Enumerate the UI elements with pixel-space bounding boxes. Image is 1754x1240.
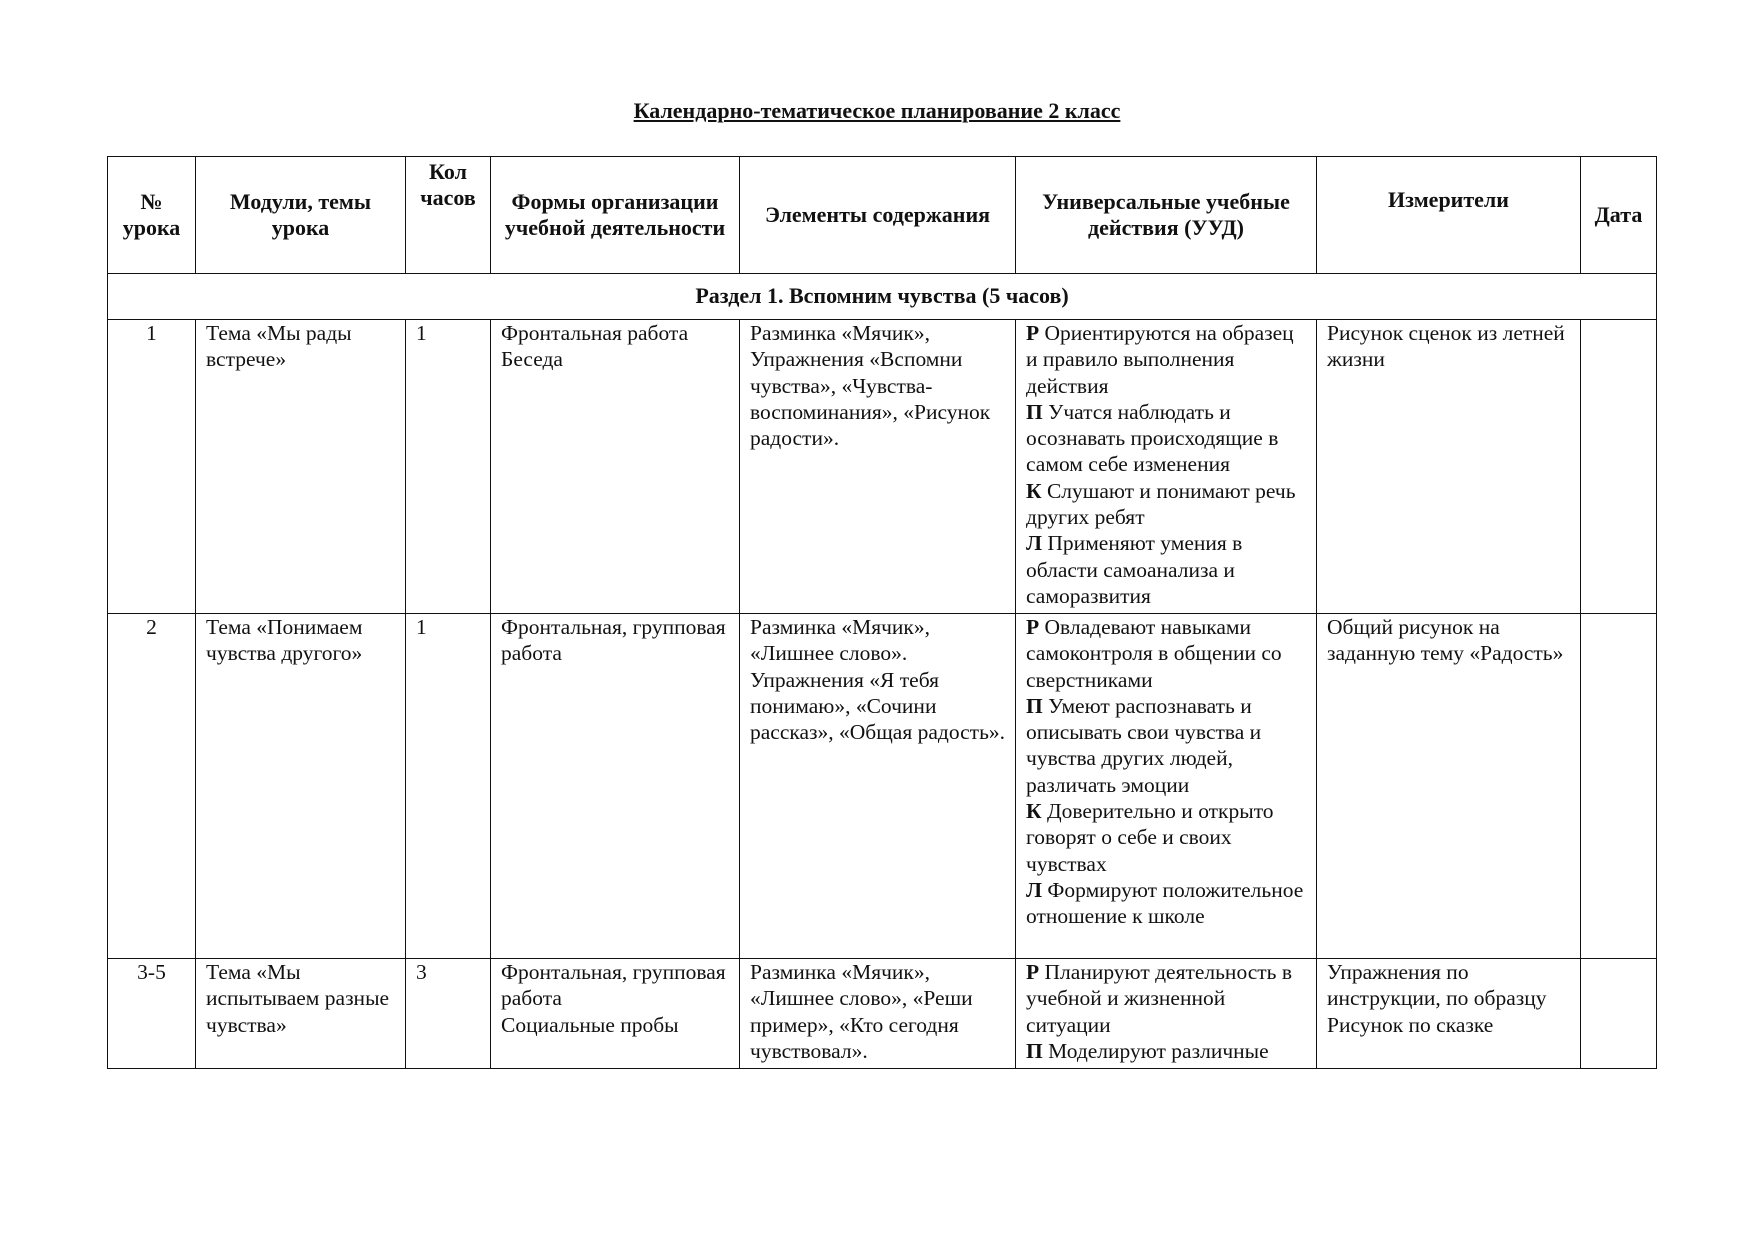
uud-item [1026, 798, 1306, 877]
lesson-number-cell [108, 959, 196, 1069]
uud-category: К [1026, 478, 1042, 503]
lesson-topic: Тема «Мы испытываем разные чувства» [206, 960, 390, 1037]
activity-form: Фронтальная, групповая работа [501, 960, 726, 1011]
uud-category: Л [1026, 877, 1043, 902]
uud-item [1026, 877, 1306, 930]
header-cell: № урока [108, 157, 196, 274]
hours-cell [406, 959, 491, 1069]
uud-text: Слушают и понимают речь других ребят [1026, 478, 1296, 530]
measures-cell [1317, 614, 1581, 959]
planning-table [107, 156, 1657, 1069]
topic-cell [196, 614, 406, 959]
measure: Упражнения по инструкции, по образцу [1327, 960, 1547, 1011]
measure: Общий рисунок на заданную тему «Радость» [1327, 615, 1564, 666]
forms-cell [491, 614, 740, 959]
measures-cell [1317, 959, 1581, 1069]
uud-category: Р [1026, 615, 1040, 639]
table-row [108, 320, 1657, 614]
uud-cell [1016, 614, 1317, 959]
table-row [108, 959, 1657, 1069]
content-cell [740, 959, 1016, 1069]
uud-item [1026, 614, 1306, 693]
uud-cell [1016, 959, 1317, 1069]
activity-form: Беседа [501, 347, 563, 372]
measures-cell [1317, 320, 1581, 614]
content-cell [740, 614, 1016, 959]
hours-cell [406, 614, 491, 959]
lesson-number: 3-5 [137, 960, 166, 984]
uud-category: К [1026, 799, 1042, 824]
header-cell: Элементы содержания [740, 157, 1016, 274]
activity-form: Фронтальная, групповая работа [501, 615, 726, 666]
content-elements: Разминка «Мячик», Упражнения «Вспомни чувства», «Чувства-воспоминания», «Рисунок радости». [750, 321, 991, 451]
hours-cell [406, 320, 491, 614]
lesson-hours: 3 [416, 960, 427, 984]
lesson-hours: 1 [416, 321, 427, 345]
uud-category: Р [1026, 321, 1040, 345]
table-row [108, 614, 1657, 959]
header-row [108, 157, 1657, 274]
uud-text: Доверительно и открыто говорят о себе и своих чувствах [1026, 799, 1274, 876]
lesson-number: 2 [146, 615, 157, 639]
uud-text: Применяют умения в области самоанализа и саморазвития [1026, 531, 1243, 608]
header-cell: Универсальные учебные действия (УУД) [1016, 157, 1317, 274]
forms-cell [491, 320, 740, 614]
uud-text: Моделируют различные [1048, 1038, 1269, 1063]
forms-cell [491, 959, 740, 1069]
uud-item [1026, 478, 1306, 531]
topic-cell [196, 959, 406, 1069]
page-title: Календарно-тематическое планирование 2 класс [633, 98, 1121, 123]
content-elements: Разминка «Мячик», «Лишнее слово», «Реши пример», «Кто сегодня чувствовал». [750, 960, 973, 1063]
uud-item [1026, 530, 1306, 609]
uud-item [1026, 959, 1306, 1038]
uud-category: П [1026, 1038, 1043, 1063]
uud-item [1026, 399, 1306, 478]
header-cell: Модули, темы урока [196, 157, 406, 274]
lesson-hours: 1 [416, 615, 427, 639]
lesson-topic: Тема «Понимаем чувства другого» [206, 615, 363, 666]
date-cell [1581, 320, 1657, 614]
measure: Рисунок по сказке [1327, 1012, 1494, 1037]
topic-cell [196, 320, 406, 614]
uud-category: П [1026, 399, 1043, 424]
section-title: Раздел 1. Вспомним чувства (5 часов) [108, 274, 1657, 320]
lesson-number-cell [108, 614, 196, 959]
uud-text: Учатся наблюдать и осознавать происходящие в самом себе изменения [1026, 399, 1279, 477]
content-elements: Разминка «Мячик», «Лишнее слово». Упражнения «Я тебя понимаю», «Сочини рассказ», «Общая радость». [750, 615, 1005, 745]
uud-cell [1016, 320, 1317, 614]
date-cell [1581, 614, 1657, 959]
header-cell: Формы организации учебной деятельности [491, 157, 740, 274]
uud-item [1026, 693, 1306, 798]
header-cell: Дата [1581, 157, 1657, 274]
activity-form: Социальные пробы [501, 1012, 679, 1037]
lesson-number: 1 [146, 321, 157, 345]
uud-item [1026, 320, 1306, 399]
lesson-number-cell [108, 320, 196, 614]
uud-text: Ориентируются на образец и правило выполнения действия [1026, 321, 1294, 398]
uud-text: Умеют распознавать и описывать свои чувства и чувства других людей, различать эмоции [1026, 693, 1262, 797]
uud-category: Л [1026, 531, 1043, 556]
header-cell: Измерители [1317, 157, 1581, 274]
content-cell [740, 320, 1016, 614]
measure: Рисунок сценок из летней жизни [1327, 321, 1565, 372]
uud-text: Овладевают навыками самоконтроля в общении со сверстниками [1026, 615, 1282, 692]
uud-category: П [1026, 693, 1043, 718]
activity-form: Фронтальная работа [501, 321, 689, 345]
section-row [108, 274, 1657, 320]
header-cell: Кол часов [406, 157, 491, 274]
uud-category: Р [1026, 960, 1040, 984]
uud-text: Планируют деятельность в учебной и жизненной ситуации [1026, 960, 1292, 1037]
uud-item [1026, 1038, 1306, 1064]
lesson-topic: Тема «Мы рады встрече» [206, 321, 352, 372]
uud-text: Формируют положительное отношение к школе [1026, 877, 1304, 929]
date-cell [1581, 959, 1657, 1069]
